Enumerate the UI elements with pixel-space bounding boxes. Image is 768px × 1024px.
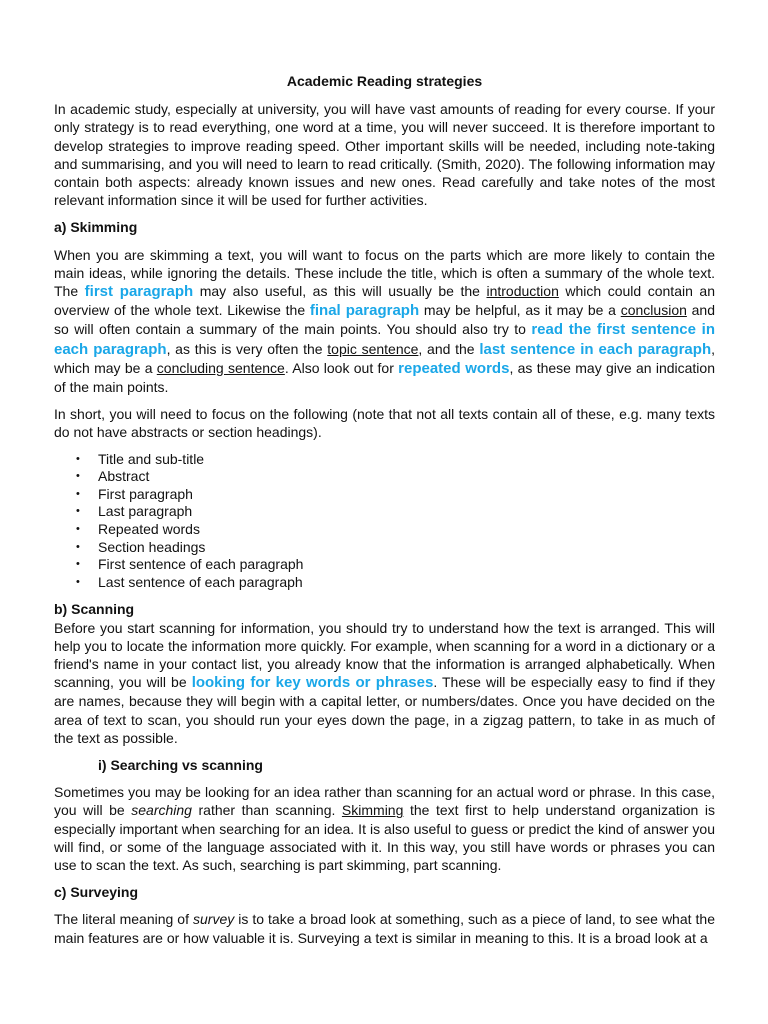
text-run: Before you start scanning for information, you should try to understand how the text is arranged. This will help you to locate the information more quickly. For example, when scanning for a word in a dictionary or a friend's name in your contact list, you already know that the information is arranged alphabetically. When scanning, you will be xyxy=(54,619,715,691)
list-item: • Title and sub-title xyxy=(98,451,715,469)
skimming-focus-list xyxy=(54,451,715,592)
text-run: , as this is very often the xyxy=(166,340,328,357)
text-run: and so will often contain a summary of the main points. You should also try to xyxy=(54,302,716,338)
list-item: • First paragraph xyxy=(98,486,715,504)
text-run: , which may be a xyxy=(54,340,715,376)
text-run: Sometimes you may be looking for an idea rather than scanning for an actual word or phrase. In this case, you will be xyxy=(54,784,715,819)
document-title: Academic Reading strategies xyxy=(286,73,483,89)
text-run: When you are skimming a text, you will want to focus on the parts which are more likely to contain the main ideas, while ignoring the details. These include the title, which is often a summary of the whole text. The xyxy=(54,246,715,300)
underlined-introduction: introduction xyxy=(486,283,559,300)
text-run: , and the xyxy=(418,340,480,357)
scanning-heading: b) Scanning xyxy=(54,601,135,618)
highlight-last-sentence: last sentence in each paragraph xyxy=(479,340,712,358)
italic-searching: searching xyxy=(131,802,192,819)
text-run: . Also look out for xyxy=(284,359,399,376)
highlight-key-words: looking for key words or phrases xyxy=(191,674,434,692)
skimming-heading: a) Skimming xyxy=(54,219,138,236)
text-run: , as these may give an indication of the main points. xyxy=(54,359,715,396)
underlined-skimming: Skimming xyxy=(341,802,404,819)
list-item: • First sentence of each paragraph xyxy=(98,556,715,574)
highlight-first-paragraph: first paragraph xyxy=(84,283,194,301)
text-run: may also useful, as this will usually be the xyxy=(193,283,487,300)
underlined-concluding-sentence: concluding sentence xyxy=(156,359,285,376)
document-page xyxy=(54,72,715,956)
skimming-paragraph-1 xyxy=(54,246,715,397)
italic-survey: survey xyxy=(193,911,235,928)
underlined-conclusion: conclusion xyxy=(620,302,687,319)
searching-vs-scanning-heading: i) Searching vs scanning xyxy=(98,757,263,774)
list-item: • Last paragraph xyxy=(98,503,715,521)
highlight-final-paragraph: final paragraph xyxy=(309,302,420,320)
list-item: • Section headings xyxy=(98,539,715,557)
skimming-paragraph-2: In short, you will need to focus on the following (note that not all texts contain all of these, e.g. many texts do not have abstracts or section headings). xyxy=(54,406,715,441)
surveying-paragraph-1 xyxy=(54,910,715,946)
surveying-heading: c) Surveying xyxy=(54,884,139,901)
list-item: • Abstract xyxy=(98,468,715,486)
highlight-first-sentence: read the first sentence in each paragraph xyxy=(54,321,715,358)
text-run: . These will be especially easy to find if they are names, because they will begin with a capital letter, or numbers/dates. Once you have decided on the area of text to scan, you should run your eyes down the page, in a zigzag pattern, to take in as much of the text as possible. xyxy=(54,674,715,746)
text-run: The literal meaning of xyxy=(54,911,193,928)
scanning-paragraph-1 xyxy=(54,619,715,747)
highlight-repeated-words: repeated words xyxy=(398,359,510,377)
text-run: the text first to help understand organization is especially important when searching for an idea. It is also useful to guess or predict the kind of answer you will find, or some of the language associated with it. In this way, you still have words or phrases you can use to scan the text. As such, searching is part skimming, part scanning. xyxy=(54,802,715,874)
list-item: • Last sentence of each paragraph xyxy=(98,574,715,592)
scanning-paragraph-2 xyxy=(54,783,715,874)
text-run: may be helpful, as it may be a xyxy=(419,302,621,319)
intro-paragraph: In academic study, especially at university, you will have vast amounts of reading for every course. If your only strategy is to read everything, one word at a time, you will never succeed. It is therefore important to develop strategies to improve reading speed. Other important skills will be needed, including note-taking and summarising, and you will need to learn to read critically. (Smith, 2020). The following information may contain both aspects: already known issues and new ones. Read carefully and take notes of the most relevant information since it will be used for further activities. xyxy=(54,101,715,209)
list-item: • Repeated words xyxy=(98,521,715,539)
text-run: rather than scanning. xyxy=(191,802,342,819)
underlined-topic-sentence: topic sentence xyxy=(327,340,419,357)
text-run: is to take a broad look at something, such as a piece of land, to see what the main features are or how valuable it is. Surveying a text is similar in meaning to this. It is a broad look at a xyxy=(54,911,715,946)
text-run: which could contain an overview of the whole text. Likewise the xyxy=(54,283,715,319)
